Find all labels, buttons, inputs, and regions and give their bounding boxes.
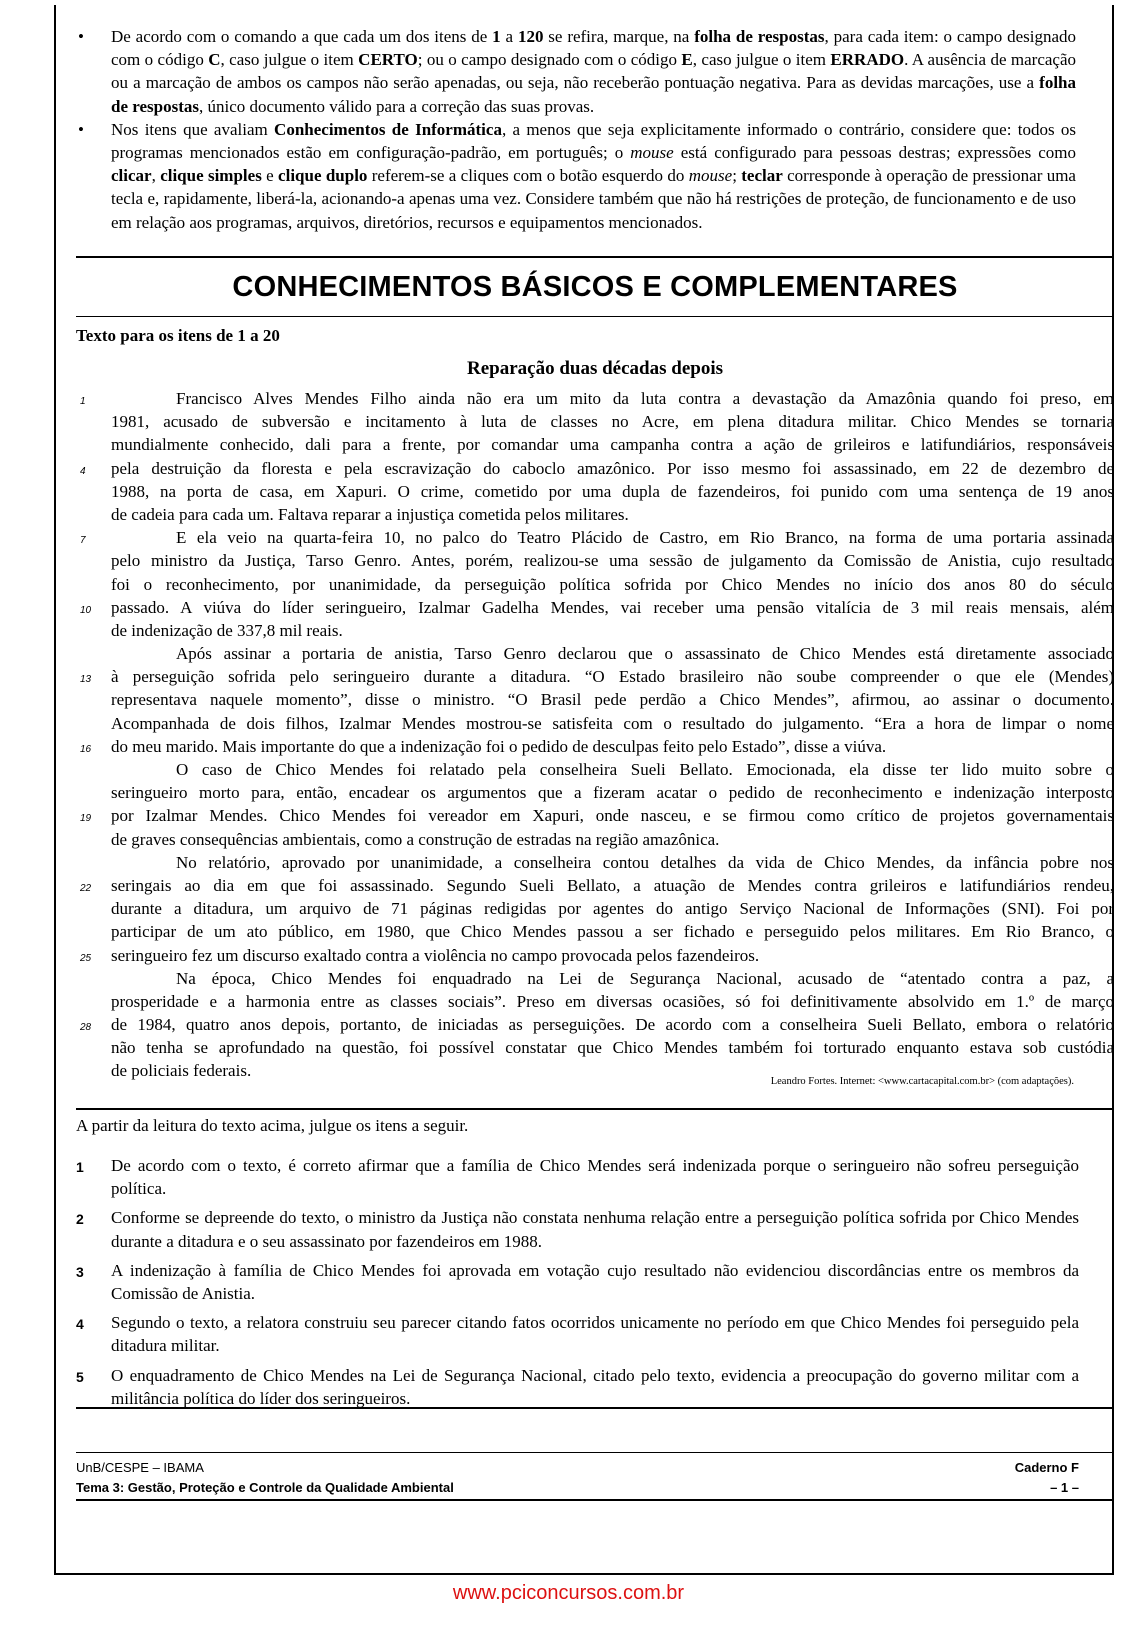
article-line bbox=[80, 804, 1114, 827]
article-line-text: de graves consequências ambientais, como a construção de estradas na região amazônica. bbox=[111, 829, 720, 849]
emphasis: 120 bbox=[517, 27, 544, 46]
line-number: 28 bbox=[80, 1022, 92, 1034]
article-line-text: mundialmente conhecido, dali para a frente, por comandar uma campanha contra a ação de grileiros e latifundiários, responsáveis bbox=[111, 435, 1114, 455]
instruction-item: • Nos itens que avaliam Conhecimentos de Informática, a menos que seja explicitamente informado o contrário, considere que: todos os programas mencionados estão em configuração-padrão, em português; o mouse está configurado para pessoas destras; expressões como clicar, clique simples e clique duplo referem-se a cliques com o botão esquerdo do mouse; teclar corresponde à operação de pressionar uma tecla e, rapidamente, liberá-la, acionando-a apenas uma vez. Considere também que não há restrições de proteção, de funcionamento e de uso em relação aos programas, arquivos, diretórios, recursos e equipamentos mencionados. bbox=[78, 119, 1077, 232]
article-line-text: Após assinar a portaria de anistia, Tarso Genro declarou que o assassinato de Chico Mendes está diretamente associado bbox=[176, 644, 1114, 664]
article-line bbox=[80, 387, 1114, 410]
emphasis: clique duplo bbox=[278, 166, 368, 186]
article-line bbox=[80, 735, 1114, 758]
article-line-text: seringais ao dia em que foi assassinado. Segundo Sueli Bellato, a atuação de Mendes contra grileiros e latifundiários rendeu, bbox=[111, 875, 1114, 895]
emphasis: clique simples bbox=[160, 166, 262, 186]
emphasis: 1 bbox=[492, 27, 501, 46]
line-number: 7 bbox=[80, 535, 86, 547]
article-line bbox=[111, 410, 1114, 433]
question-text: O enquadramento de Chico Mendes na Lei de Segurança Nacional, citado pelo texto, evidencia a preocupação do governo militar com a militância política do líder dos seringueiros. bbox=[111, 1365, 1079, 1408]
article-line bbox=[111, 920, 1114, 943]
items-list bbox=[76, 1154, 1079, 1416]
emphasis: CERTO bbox=[358, 50, 418, 70]
article-line bbox=[80, 874, 1114, 897]
article-line-text: 1988, na porta de casa, em Xapuri. O crime, cometido por uma dupla de fazendeiros, foi punido com uma sentença de 19 anos bbox=[111, 481, 1114, 501]
article-line bbox=[111, 642, 1114, 665]
article-line-text: de policiais federais. bbox=[111, 1061, 252, 1081]
footer-booklet: Caderno F bbox=[1014, 1459, 1079, 1475]
article-line bbox=[111, 1036, 1114, 1059]
question-text: A indenização à família de Chico Mendes foi aprovada em votação cujo resultado não evidenciou discordâncias entre os membros da Comissão de Anistia. bbox=[111, 1260, 1079, 1304]
article-line-text: de cadeia para cada um. Faltava reparar a injustiça cometida pelos militares. bbox=[111, 504, 629, 524]
article-line bbox=[111, 781, 1114, 804]
article-line-text: foi o reconhecimento, por unanimidade, da perseguição política sofrida por Chico Mendes no início dos anos 80 do século bbox=[111, 574, 1114, 594]
line-number: 25 bbox=[80, 952, 92, 964]
article-line bbox=[111, 573, 1114, 596]
article-line-text: pelo ministro da Justiça, Tarso Genro. Antes, porém, realizou-se uma sessão de julgamento da Comissão de Anistia, cujo resultado bbox=[111, 551, 1114, 571]
emphasis: C bbox=[208, 50, 221, 70]
emphasis: ERRADO bbox=[830, 50, 905, 70]
article-line bbox=[111, 758, 1114, 781]
footer-page-number: – 1 – bbox=[1050, 1479, 1079, 1495]
line-number: 22 bbox=[80, 882, 92, 894]
emphasis: mouse bbox=[688, 166, 733, 186]
article-line-text: durante a ditadura, um arquivo de 71 páginas redigidas por agentes do antigo Serviço Nacional de Informações (SNI). Foi por bbox=[111, 899, 1114, 919]
article-title: Reparação duas décadas depois bbox=[467, 358, 723, 379]
emphasis: folha de respostas bbox=[694, 27, 825, 46]
article-line bbox=[111, 828, 1114, 851]
article-line-text: E ela veio na quarta-feira 10, no palco do Teatro Plácido de Castro, em Rio Branco, na forma de uma portaria assinada bbox=[176, 528, 1114, 548]
article-line-text: Na época, Chico Mendes foi enquadrado na Lei de Segurança Nacional, acusado de “atentado contra a paz, a bbox=[176, 968, 1114, 988]
emphasis: E bbox=[681, 50, 693, 70]
question-item bbox=[76, 1206, 1079, 1252]
divider bbox=[76, 1407, 1114, 1409]
question-text: Conforme se depreende do texto, o ministro da Justiça não constata nenhuma relação entre a perseguição política sofrida por Chico Mendes durante a ditadura e o seu assassinato por fazendeiros em 1988. bbox=[111, 1208, 1079, 1251]
article-line-text: Francisco Alves Mendes Filho ainda não era um mito da luta contra a devastação da Amazônia quando foi preso, em bbox=[176, 389, 1114, 408]
footer-divider bbox=[76, 1499, 1114, 1501]
article-line-text: seringueiro fez um discurso exaltado contra a violência no campo provocada pelos fazendeiros. bbox=[111, 945, 760, 965]
article-line bbox=[111, 549, 1114, 572]
article-line bbox=[80, 526, 1114, 549]
article-line bbox=[111, 990, 1114, 1013]
question-number: 4 bbox=[76, 1316, 84, 1333]
article-line bbox=[111, 688, 1114, 711]
article-line-text: do meu marido. Mais importante do que a indenização foi o pedido de desculpas feito pelo Estado”, disse a viúva. bbox=[111, 736, 887, 756]
question-item bbox=[76, 1364, 1079, 1410]
emphasis: mouse bbox=[630, 143, 674, 163]
article-line-text: No relatório, aprovado por unanimidade, a conselheira contou detalhes da vida de Chico Mendes, da infância pobre nos bbox=[176, 852, 1114, 872]
article-line-text: pela destruição da floresta e pela escravização do caboclo amazônico. Por isso mesmo foi assassinado, em 22 de dezembro de bbox=[111, 458, 1114, 478]
article-line-text: de indenização de 337,8 mil reais. bbox=[111, 620, 343, 640]
article-line-text: à perseguição sofrida pelo seringueiro durante a ditadura. “O Estado brasileiro não soube compreender o que ele (Mendes) bbox=[111, 667, 1114, 687]
article-line-text: passado. A viúva do líder seringueiro, Izalmar Gadelha Mendes, vai receber uma pensão vitalícia de 3 mil reais mensais, além bbox=[111, 597, 1114, 617]
emphasis: Conhecimentos de Informática bbox=[274, 119, 502, 139]
article-body bbox=[80, 387, 1114, 1083]
page-frame bbox=[54, 5, 1114, 1575]
article-line-text: não tenha se aprofundado na questão, foi possível constatar que Chico Mendes também foi torturado enquanto estava sob custódia bbox=[111, 1038, 1114, 1058]
section-title: CONHECIMENTOS BÁSICOS E COMPLEMENTARES bbox=[232, 271, 958, 303]
line-number: 1 bbox=[80, 396, 86, 407]
question-number: 1 bbox=[76, 1159, 84, 1175]
article-line bbox=[111, 619, 1114, 642]
article-line bbox=[111, 433, 1114, 456]
article-line-text: seringueiro morto para, então, encadear os argumentos que a fizeram acatar o pedido de reconhecimento e indenização interposto bbox=[111, 783, 1114, 803]
question-number: 2 bbox=[76, 1211, 84, 1228]
article-line bbox=[111, 967, 1114, 990]
footer-divider bbox=[76, 1452, 1114, 1453]
question-item bbox=[76, 1259, 1079, 1305]
article-line-text: de 1984, quatro anos depois, portanto, de iniciadas as perseguições. De acordo com a conselheira Sueli Bellato, embora o relatório bbox=[111, 1015, 1114, 1035]
emphasis: clicar bbox=[111, 166, 152, 186]
question-item bbox=[76, 1154, 1079, 1200]
instruction-item: • De acordo com o comando a que cada um dos itens de 1 a 120 se refira, marque, na folha de respostas, para cada item: o campo designado com o código C, caso julgue o item CERTO; ou o campo designado com o código E, caso julgue o item ERRADO. A ausência de marcação ou a marcação de ambos os campos não serão apenadas, ou seja, não receberão pontuação negativa. Para as devidas marcações, use a folha de respostas, único documento válido para a correção das suas provas. bbox=[78, 27, 1077, 116]
article-line-text: 1981, acusado de subversão e incitamento à luta de classes no Acre, em plena ditadura militar. Chico Mendes se tornaria bbox=[111, 412, 1114, 432]
article-line-text: participar de um ato público, em 1980, que Chico Mendes passou a ser fichado e perseguido pelos militares. Em Rio Branco, o bbox=[111, 922, 1114, 942]
question-item bbox=[76, 1311, 1079, 1357]
article-line bbox=[80, 457, 1114, 480]
article-line-text: prosperidade e a harmonia entre as classes sociais”. Preso em diversas ocasiões, só foi definitivamente absolvido em 1.º de março bbox=[111, 991, 1114, 1011]
instructions-list bbox=[76, 25, 1076, 234]
question-text: Segundo o texto, a relatora construiu seu parecer citando fatos ocorridos unicamente no período em que Chico Mendes foi perseguido pela ditadura militar. bbox=[111, 1313, 1079, 1356]
question-number: 5 bbox=[76, 1368, 84, 1385]
article-line-text: Acompanhada de dois filhos, Izalmar Mendes mostrou-se satisfeita com o resultado do julgamento. “Era a hora de limpar o nome bbox=[111, 713, 1114, 733]
article-line bbox=[111, 480, 1114, 503]
website-link[interactable]: www.pciconcursos.com.br bbox=[452, 1582, 685, 1604]
emphasis: teclar bbox=[741, 166, 783, 186]
article-line bbox=[111, 712, 1114, 735]
article-line bbox=[80, 944, 1114, 967]
line-number: 19 bbox=[80, 813, 92, 825]
article-line-text: O caso de Chico Mendes foi relatado pela conselheira Sueli Bellato. Emocionada, ela disse ter lido muito sobre o bbox=[176, 760, 1114, 779]
text-for-items-label: Texto para os itens de 1 a 20 bbox=[76, 326, 280, 345]
question-text: De acordo com o texto, é correto afirmar que a família de Chico Mendes será indenizada porque o seringueiro não sofreu perseguição política. bbox=[111, 1156, 1079, 1199]
divider bbox=[76, 316, 1114, 317]
question-number: 3 bbox=[76, 1263, 84, 1280]
line-number: 13 bbox=[80, 674, 92, 686]
article-line bbox=[80, 665, 1114, 688]
article-line bbox=[111, 897, 1114, 920]
divider bbox=[76, 1108, 1114, 1110]
footer bbox=[76, 1457, 1079, 1497]
footer-org: UnB/CESPE – IBAMA bbox=[76, 1459, 204, 1475]
article-line bbox=[80, 596, 1114, 619]
line-number: 4 bbox=[80, 465, 86, 477]
bullet-icon: • bbox=[78, 119, 84, 139]
bullet-icon: • bbox=[78, 27, 84, 46]
line-number: 16 bbox=[80, 743, 92, 755]
items-prompt: A partir da leitura do texto acima, julgue os itens a seguir. bbox=[76, 1116, 469, 1135]
article-source: Leandro Fortes. Internet: <www.cartacapital.com.br> (com adaptações). bbox=[770, 1076, 1074, 1087]
line-number: 10 bbox=[80, 604, 92, 616]
footer-theme: Tema 3: Gestão, Proteção e Controle da Qualidade Ambiental bbox=[76, 1479, 454, 1495]
article-line bbox=[80, 1013, 1114, 1036]
article-line-text: representava naquele momento”, disse o ministro. “O Brasil pede perdão a Chico Mendes”, afirmou, ao assinar o documento. bbox=[111, 690, 1114, 710]
article-line bbox=[111, 503, 1114, 526]
article-line-text: por Izalmar Mendes. Chico Mendes foi vereador em Xapuri, onde nasceu, e se firmou como crítico de projetos governamentais bbox=[111, 806, 1114, 826]
emphasis: folha de respostas bbox=[111, 73, 1076, 116]
article-line bbox=[111, 851, 1114, 874]
divider bbox=[76, 256, 1114, 258]
